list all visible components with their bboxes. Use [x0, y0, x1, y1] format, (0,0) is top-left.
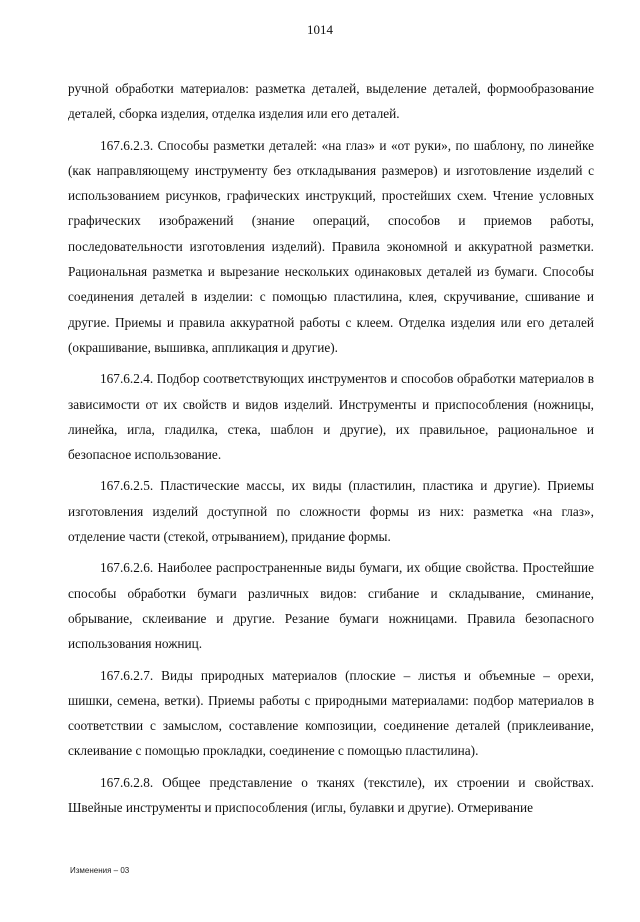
document-body — [68, 76, 594, 820]
paragraph-167-6-2-3: 167.6.2.3. Способы разметки деталей: «на глаз» и «от руки», по шаблону, по линейке (как направляющему инструменту без откладывания размеров) и изготовление изделий с использованием рисунков, графических инструкций, простейших схем. Чтение условных графических изображений (знание операций, способов и приемов работы, последовательности изготовления изделий). Правила экономной и аккуратной разметки. Рациональная разметка и вырезание нескольких одинаковых деталей из бумаги. Способы соединения деталей в изделии: с помощью пластилина, клея, скручивание, сшивание и другие. Приемы и правила аккуратной работы с клеем. Отделка изделия или его деталей (окрашивание, вышивка, аппликация и другие). — [68, 137, 594, 355]
paragraph-continuation: ручной обработки материалов: разметка деталей, выделение деталей, формообразование деталей, сборка изделия, отделка изделия или его деталей. — [68, 81, 594, 122]
paragraph-167-6-2-7: 167.6.2.7. Виды природных материалов (плоские – листья и объемные – орехи, шишки, семена, ветки). Приемы работы с природными материалами: подбор материалов в соответствии с замыслом, составление композиции, соединение деталей (приклеивание, склеивание с помощью прокладки, соединение с помощью пластилина). — [68, 667, 594, 759]
paragraph-167-6-2-6: 167.6.2.6. Наиболее распространенные виды бумаги, их общие свойства. Простейшие способы обработки бумаги различных видов: сгибание и складывание, сминание, обрывание, склеивание и другие. Резание бумаги ножницами. Правила безопасного использования ножниц. — [68, 560, 594, 652]
paragraph-167-6-2-5: 167.6.2.5. Пластические массы, их виды (пластилин, пластика и другие). Приемы изготовления изделий доступной по сложности формы из них: разметка «на глаз», отделение части (стекой, отрыванием), придание формы. — [68, 478, 594, 545]
paragraph-167-6-2-8: 167.6.2.8. Общее представление о тканях (текстиле), их строении и свойствах. Швейные инструменты и приспособления (иглы, булавки и другие). Отмеривание — [68, 774, 594, 816]
footer-revision-note: Изменения – 03 — [70, 866, 130, 875]
paragraph-167-6-2-4: 167.6.2.4. Подбор соответствующих инструментов и способов обработки материалов в зависимости от их свойств и видов изделий. Инструменты и приспособления (ножницы, линейка, игла, гладилка, стека, шаблон и другие), их правильное, рациональное и безопасное использование. — [68, 371, 594, 463]
page-number: 1014 — [307, 22, 333, 37]
